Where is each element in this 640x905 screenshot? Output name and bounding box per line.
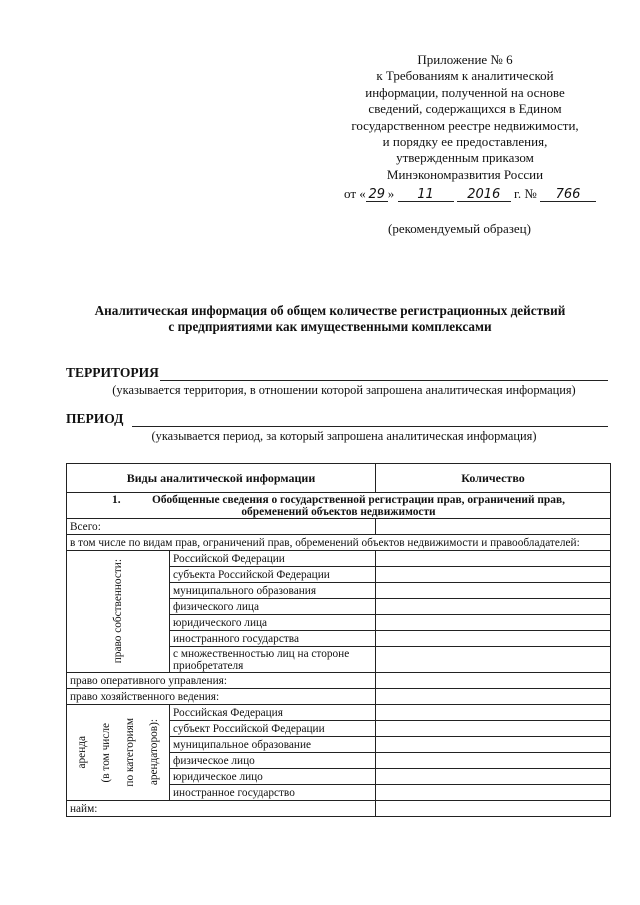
lease-label-line-4: арендаторов):	[148, 719, 160, 786]
value-cell[interactable]	[376, 721, 611, 737]
date-prefix: от «	[344, 186, 366, 201]
total-label: Всего:	[67, 519, 376, 535]
period-hint: (указывается период, за который запрошена аналитическая информация)	[151, 429, 537, 443]
lease-label-line-3: по категориям	[124, 718, 136, 787]
value-cell[interactable]	[376, 583, 611, 599]
header-quantity: Количество	[376, 464, 611, 493]
table-header-row	[67, 464, 611, 493]
value-cell[interactable]	[376, 615, 611, 631]
ownership-item: физического лица	[170, 599, 376, 615]
title-line-2: с предприятиями как имущественными комплексами	[168, 319, 492, 334]
order-number: 766	[540, 188, 596, 202]
order-year: 2016	[457, 188, 511, 202]
lease-item: физическое лицо	[170, 753, 376, 769]
section-number: 1.	[112, 493, 121, 506]
economic-management-label: право хозяйственного ведения:	[67, 689, 376, 705]
lease-item: муниципальное образование	[170, 737, 376, 753]
value-cell[interactable]	[376, 673, 611, 689]
value-cell[interactable]	[376, 647, 611, 673]
section-title-line-1: Обобщенные сведения о государственной регистрации прав, ограничений прав,	[152, 493, 565, 506]
hire-label: найм:	[67, 801, 376, 817]
section-title-line-2: обременений объектов недвижимости	[241, 505, 436, 518]
value-cell[interactable]	[376, 801, 611, 817]
lease-label-line-1: аренда	[76, 736, 88, 769]
appendix-line: информации, полученной на основе	[365, 84, 565, 100]
table-row	[67, 801, 611, 817]
appendix-line: Минэкономразвития России	[386, 166, 544, 182]
appendix-line: и порядку ее предоставления,	[382, 134, 548, 150]
section-row	[67, 493, 611, 519]
table-row	[67, 519, 611, 535]
order-year-suffix: г. №	[514, 186, 537, 201]
territory-field[interactable]	[160, 380, 608, 381]
lease-item: юридическое лицо	[170, 769, 376, 785]
including-label: в том числе по видам прав, ограничений прав, обременений объектов недвижимости и правообладателей:	[67, 535, 611, 551]
lease-label-line-2: (в том числе	[100, 722, 112, 783]
ownership-item: юридического лица	[170, 615, 376, 631]
period-label: ПЕРИОД	[66, 411, 124, 426]
appendix-line: утвержденным приказом	[396, 150, 534, 166]
value-cell[interactable]	[376, 785, 611, 801]
header-types: Виды аналитической информации	[67, 464, 376, 493]
analytics-table	[66, 463, 611, 817]
lease-item: Российская Федерация	[170, 705, 376, 721]
ownership-item: Российской Федерации	[170, 551, 376, 567]
section-heading	[67, 493, 611, 519]
lease-item: субъект Российской Федерации	[170, 721, 376, 737]
value-cell[interactable]	[376, 599, 611, 615]
value-cell[interactable]	[376, 519, 611, 535]
ownership-item: субъекта Российской Федерации	[170, 567, 376, 583]
lease-group-label	[67, 705, 170, 801]
ownership-group-label	[67, 551, 170, 673]
order-day: 29	[366, 188, 388, 202]
value-cell[interactable]	[376, 769, 611, 785]
value-cell[interactable]	[376, 689, 611, 705]
value-cell[interactable]	[376, 737, 611, 753]
ownership-vertical-label: право собственности:	[112, 559, 124, 664]
value-cell[interactable]	[376, 753, 611, 769]
value-cell[interactable]	[376, 551, 611, 567]
value-cell[interactable]	[376, 567, 611, 583]
date-mid: »	[387, 186, 395, 201]
operational-management-label: право оперативного управления:	[67, 673, 376, 689]
recommended-sample-note: (рекомендуемый образец)	[388, 221, 531, 236]
appendix-line: сведений, содержащихся в Едином	[368, 101, 562, 117]
table-row	[67, 673, 611, 689]
ownership-item: муниципального образования	[170, 583, 376, 599]
territory-hint: (указывается территория, в отношении которой запрошена аналитическая информация)	[112, 383, 576, 397]
order-month: 11	[398, 188, 454, 202]
order-date-line	[344, 186, 604, 202]
title-line-1: Аналитическая информация об общем количестве регистрационных действий	[94, 303, 566, 318]
period-field[interactable]	[132, 426, 608, 427]
table-row	[67, 705, 611, 721]
appendix-block	[330, 52, 600, 183]
appendix-line: Приложение № 6	[417, 52, 513, 67]
territory-label: ТЕРРИТОРИЯ	[66, 365, 159, 380]
appendix-line: государственном реестре недвижимости,	[351, 117, 579, 133]
table-row	[67, 551, 611, 567]
appendix-line: к Требованиям к аналитической	[376, 68, 554, 84]
ownership-item: с множественностью лиц на стороне приобретателя	[170, 647, 376, 673]
value-cell[interactable]	[376, 705, 611, 721]
table-row	[67, 689, 611, 705]
table-row	[67, 535, 611, 551]
lease-item: иностранное государство	[170, 785, 376, 801]
document-title	[60, 303, 600, 335]
value-cell[interactable]	[376, 631, 611, 647]
ownership-item: иностранного государства	[170, 631, 376, 647]
